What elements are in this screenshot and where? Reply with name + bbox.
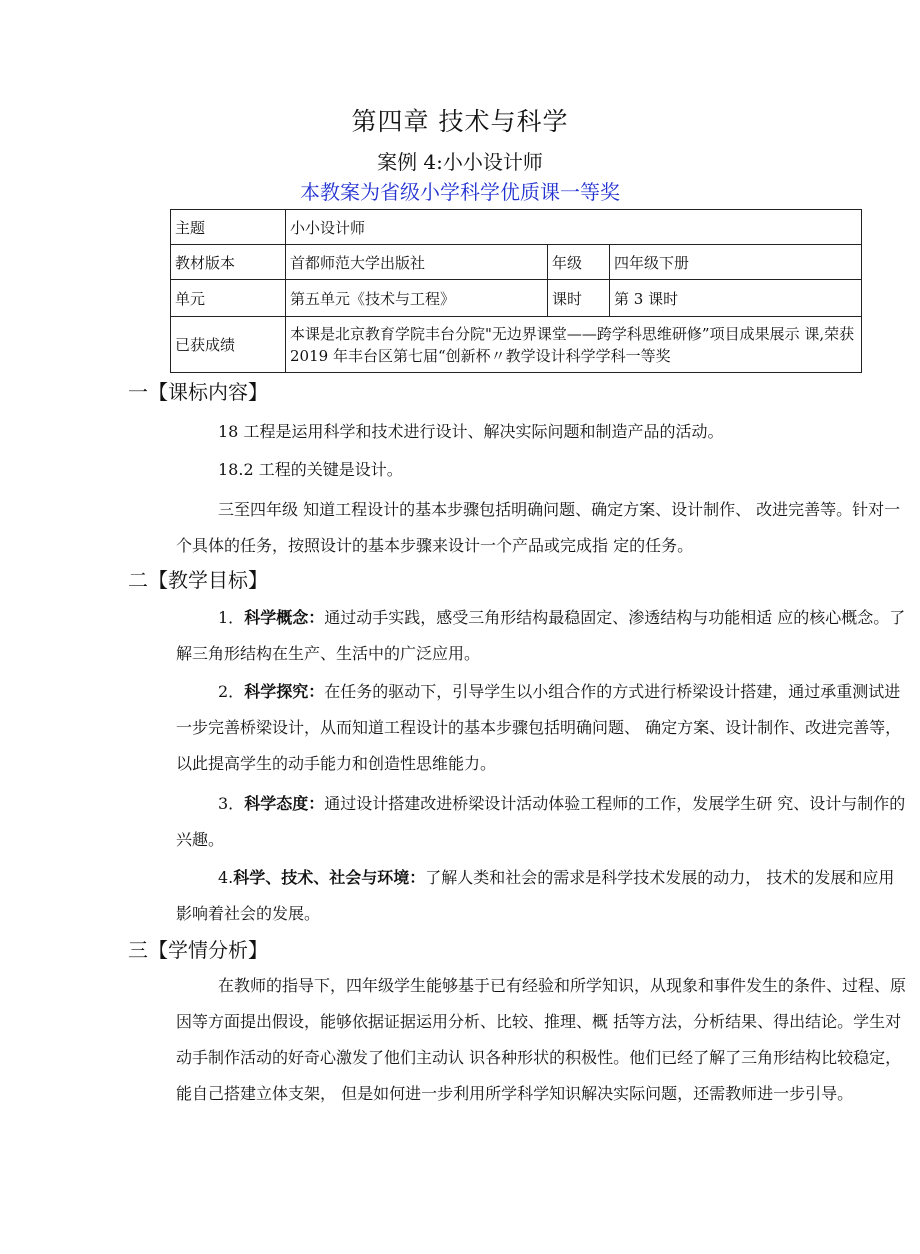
standard-para-1: 18 工程是运用科学和技术进行设计、解决实际问题和制造产品的活动。 (218, 422, 724, 441)
lesson-info-table (170, 209, 862, 373)
grade-label: 年级 (548, 245, 610, 280)
goal-1-label: 科学概念： (244, 608, 325, 627)
goal-2-label: 科学探究： (244, 682, 325, 701)
goal-2 (176, 674, 906, 782)
standard-para-2: 18.2 工程的关键是设计。 (218, 460, 403, 479)
achievement-value: 本课是北京教育学院丰台分院"无边界课堂——跨学科思维研修”项目成果展示 课,荣获 2019 年丰台区第七届“创新杯〃教学设计科学学科一等奖 (286, 317, 862, 373)
edition-value: 首都师范大学出版社 (286, 245, 548, 280)
goal-4-label: 科学、技术、社会与环境： (233, 868, 426, 887)
chapter-title: 第四章 技术与科学 (351, 107, 569, 136)
period-label: 课时 (548, 280, 610, 317)
case-title: 案例 4:小小设计师 (377, 150, 543, 174)
goal-1-text: 通过动手实践，感受三角形结构最稳固定、渗透结构与功能相适 应的核心概念。了解三角形结构在生产、生活中的广泛应用。 (176, 608, 906, 663)
goal-1-number: 1． (218, 608, 245, 627)
unit-label: 单元 (171, 280, 286, 317)
table-row (171, 245, 862, 280)
achievement-label: 已获成绩 (171, 317, 286, 373)
table-row (171, 280, 862, 317)
goal-3 (176, 786, 906, 858)
section-1-title: 一【课标内容】 (128, 380, 268, 404)
period-value: 第 3 课时 (610, 280, 862, 317)
goal-3-number: 3． (218, 794, 245, 813)
award-line: 本教案为省级小学科学优质课一等奖 (300, 180, 620, 204)
goal-4 (176, 860, 906, 932)
goal-4-text: 了解人类和社会的需求是科学技术发展的动力， 技术的发展和应用影响着社会的发展。 (176, 868, 895, 923)
edition-label: 教材版本 (171, 245, 286, 280)
student-analysis-para: 在教师的指导下，四年级学生能够基于已有经验和所学知识，从现象和事件发生的条件、过程、原因等方面提出假设，能够依据证据运用分析、比较、推理、概 括等方法，分析结果、得出结论。学生对动手制作活动的好奇心激发了他们主动认 识各种形状的积极性。他们已经了解了三角形结构比较稳定，能自己搭建立体支架， 但是如何进一步利用所学科学知识解决实际问题，还需教师进一步引导。 (176, 976, 907, 1103)
goal-3-text: 通过设计搭建改进桥梁设计活动体验工程师的工作，发展学生研 究、设计与制作的兴趣。 (176, 794, 906, 849)
grade-value: 四年级下册 (610, 245, 862, 280)
standard-para-3: 三至四年级 知道工程设计的基本步骤包括明确问题、确定方案、设计制作、 改进完善等。针对一个具体的任务，按照设计的基本步骤来设计一个产品或完成指 定的任务。 (176, 500, 901, 555)
unit-value: 第五单元《技术与工程》 (286, 280, 548, 317)
subject-label: 主题 (171, 210, 286, 245)
goal-2-text: 在任务的驱动下，引导学生以小组合作的方式进行桥梁设计搭建，通过承重测试进一步完善桥梁设计，从而知道工程设计的基本步骤包括明确问题、 确定方案、设计制作、改进完善等，以此提高学生的动手能力和创造性思维能力。 (176, 682, 902, 773)
goal-4-number: 4. (218, 868, 234, 887)
section-3-title: 三【学情分析】 (128, 938, 268, 962)
table-row (171, 210, 862, 245)
goal-2-number: 2． (218, 682, 245, 701)
table-row (171, 317, 862, 373)
goal-1 (176, 600, 906, 672)
goal-3-label: 科学态度： (244, 794, 325, 813)
section-2-title: 二【教学目标】 (128, 568, 268, 592)
subject-value: 小小设计师 (286, 210, 862, 245)
